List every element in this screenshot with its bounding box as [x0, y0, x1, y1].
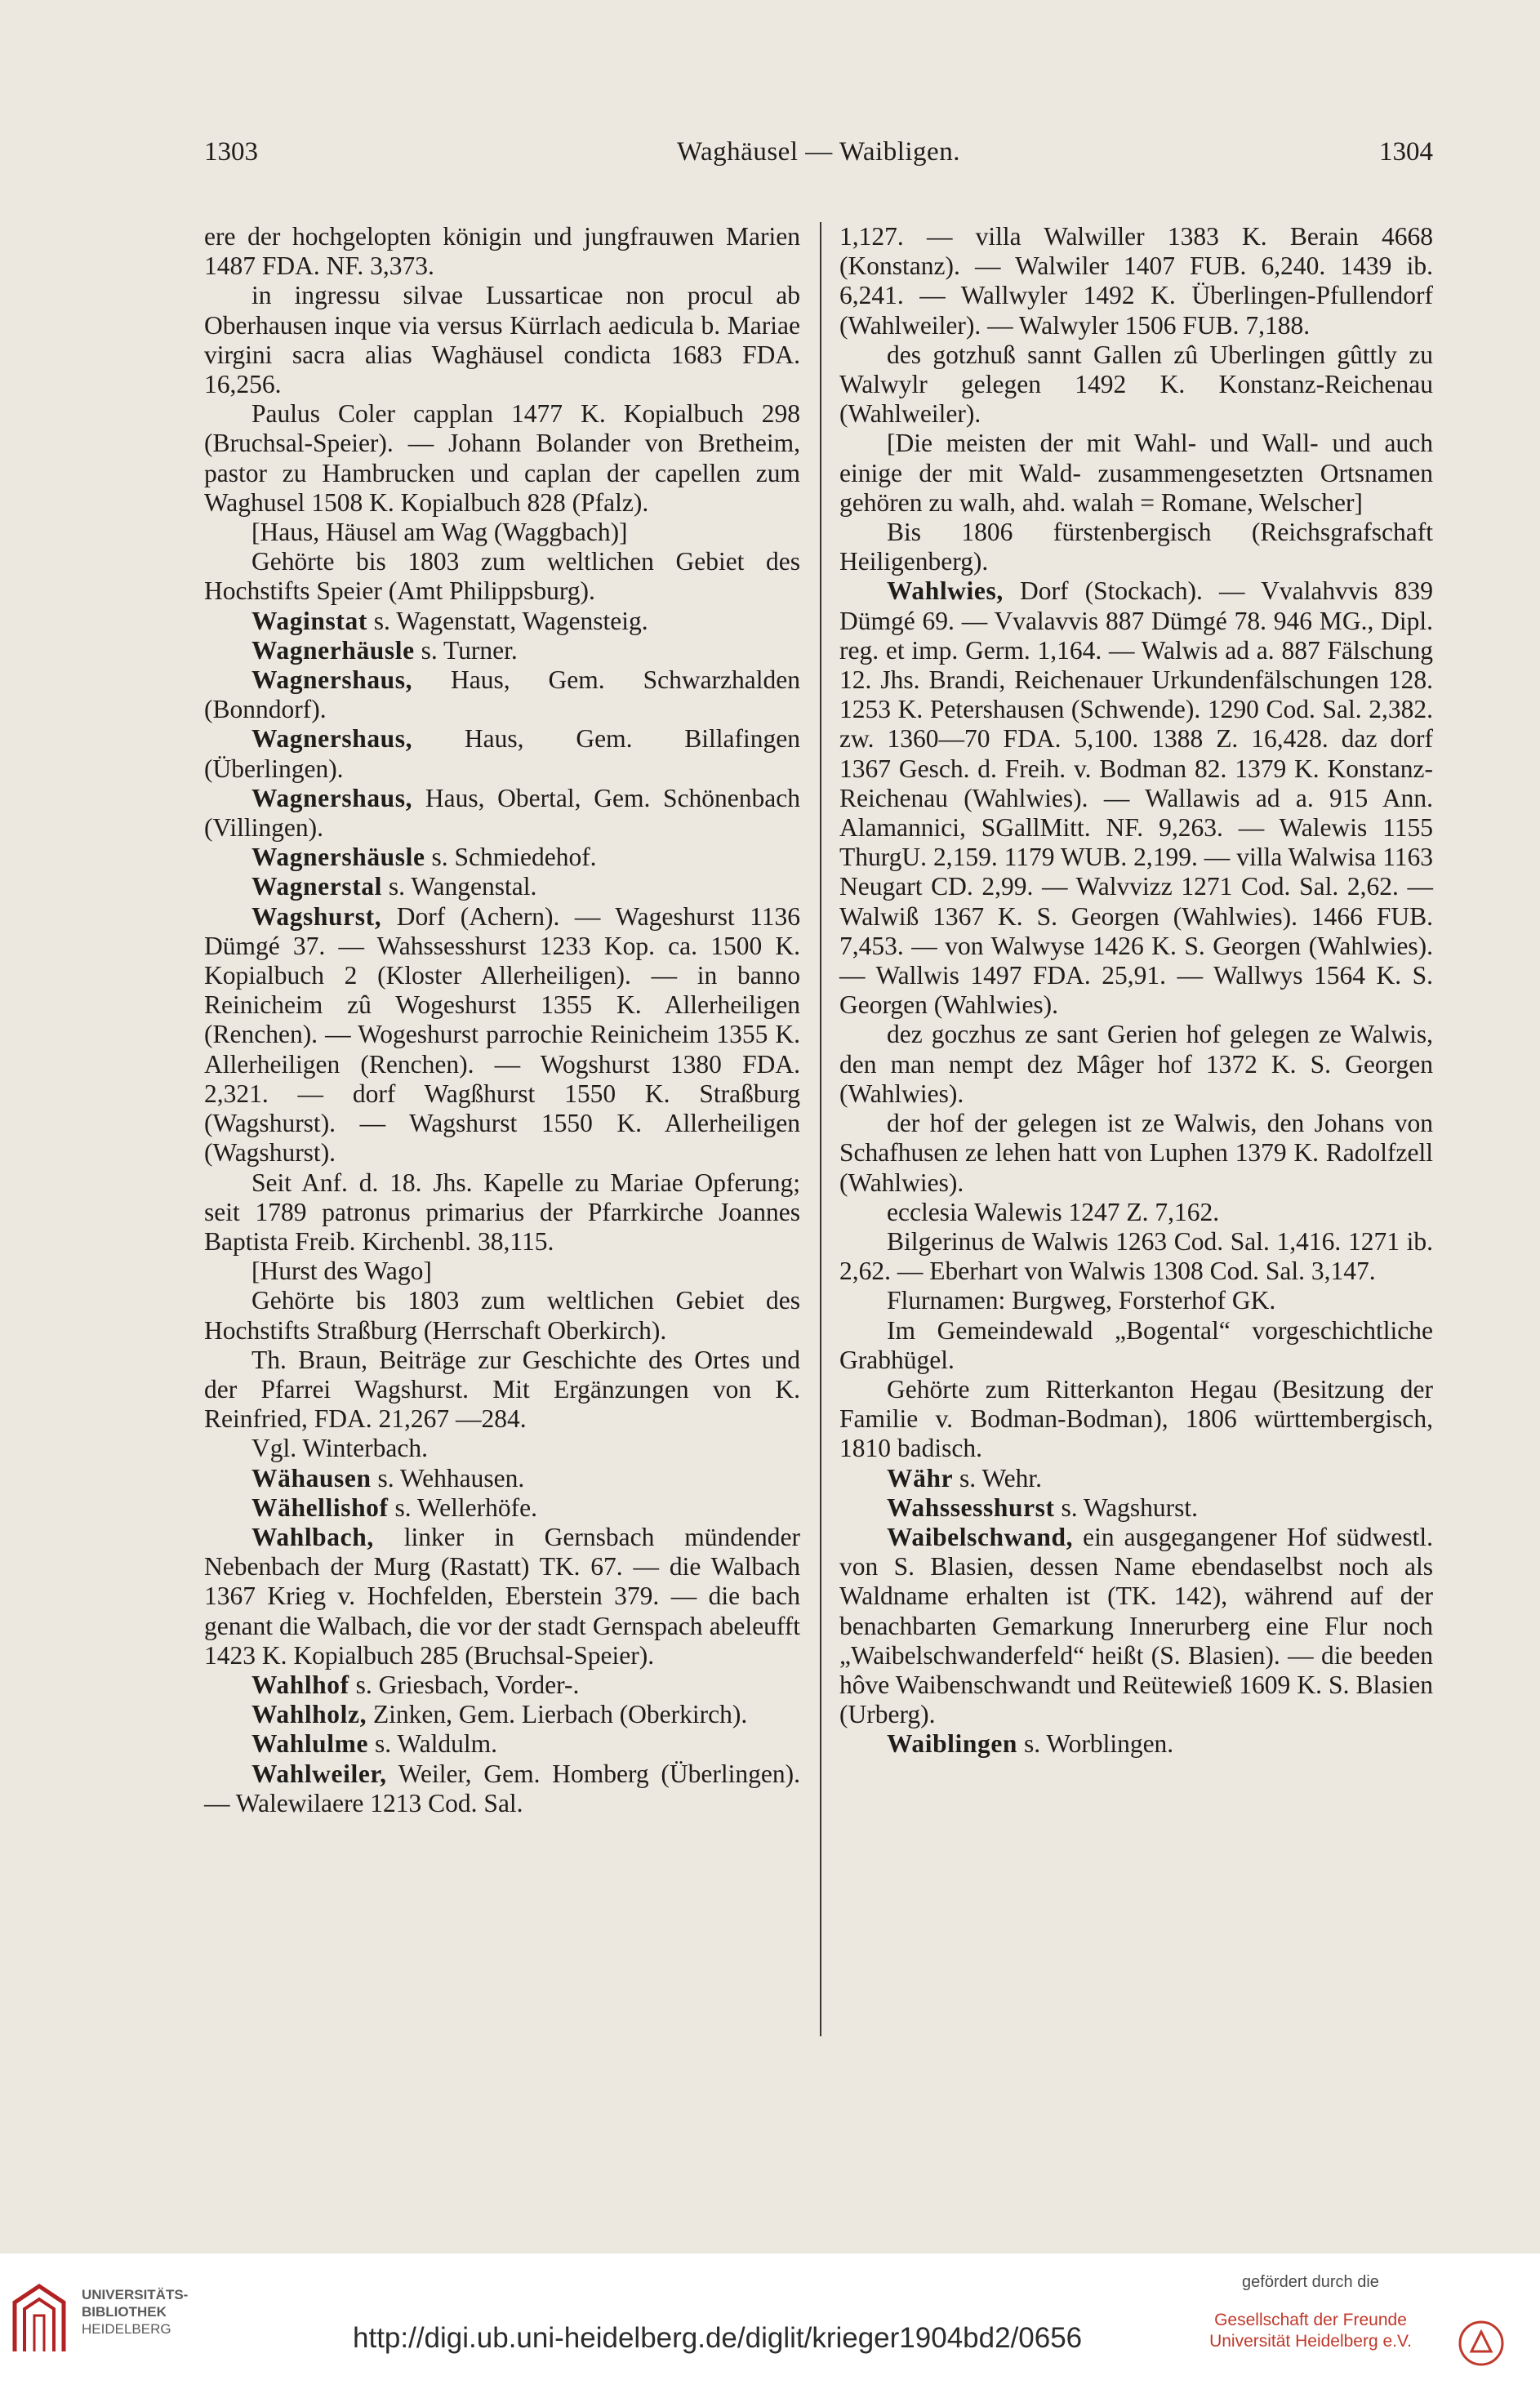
- lemma-entry: [839, 576, 1433, 1020]
- paragraph-text: Gehörte bis 1803 zum weltlichen Gebiet des Hochstifts Speier (Amt Philippsburg).: [204, 547, 800, 606]
- paragraph-text: linker in Gernsbach mündender Nebenbach der Murg (Rastatt) TK. 67. — die Walbach 1367 Krieg v. Hochfelden, Eberstein 379. — die bach genant die Walbach, die vor der stadt Gernspach abeleufft 1423 K. Kopialbuch 285 (Bruchsal-Speier).: [204, 1522, 800, 1670]
- text-paragraph: [839, 1198, 1433, 1227]
- page-number-left: 1303: [204, 137, 258, 167]
- lemma-entry: [204, 1729, 800, 1759]
- paragraph-text: s. Wagshurst.: [1054, 1493, 1199, 1522]
- paragraph-text: s. Wehr.: [953, 1463, 1043, 1493]
- paragraph-text: der hof der gelegen ist ze Walwis, den Johans von Schafhusen ze lehen hatt von Luphen 1379 K. Radolfzell (Wahlwies).: [839, 1109, 1433, 1197]
- lemma-headword: Wahlhof: [251, 1670, 349, 1699]
- lemma-headword: Wagnershäusle: [251, 843, 425, 872]
- text-paragraph: [204, 1434, 800, 1463]
- logo-line-3: HEIDELBERG: [82, 2321, 171, 2337]
- lemma-headword: Wagshurst,: [251, 901, 382, 931]
- paragraph-text: Flurnamen: Burgweg, Forsterhof GK.: [887, 1286, 1276, 1315]
- lemma-headword: Wahlbach,: [251, 1522, 374, 1551]
- text-paragraph: [839, 1375, 1433, 1464]
- paragraph-text: ein ausgegangener Hof südwestl. von S. Blasien, dessen Name ebendaselbst noch als Waldname erhalten ist (TK. 142), während auf der benachbarten Gemarkung Innerurberg eine Flur noch „Waibelschwanderfeld“ heißt (S. Blasien). — die beeden hôve Waibenschwandt und Reütewieß 1609 K. S. Blasien (Urberg).: [839, 1522, 1433, 1729]
- lemma-headword: Wähausen: [251, 1463, 372, 1493]
- lemma-entry: [204, 1493, 800, 1523]
- lemma-headword: Waiblingen: [887, 1729, 1018, 1759]
- text-paragraph: [839, 340, 1433, 429]
- paragraph-text: Gehörte zum Ritterkanton Hegau (Besitzung der Familie v. Bodman-Bodman), 1806 württembergisch, 1810 badisch.: [839, 1374, 1433, 1463]
- paragraph-text: s. Wellerhöfe.: [388, 1493, 537, 1522]
- text-paragraph: [839, 1286, 1433, 1315]
- lemma-entry: [204, 1759, 800, 1818]
- paragraph-text: des gotzhuß sannt Gallen zû Uberlingen gûttly zu Walwylr gelegen 1492 K. Konstanz-Reichenau (Wahlweiler).: [839, 340, 1433, 429]
- lemma-headword: Wahlwies,: [887, 576, 1004, 606]
- lemma-headword: Wahlulme: [251, 1729, 369, 1759]
- text-paragraph: [839, 1020, 1433, 1109]
- text-paragraph: [204, 281, 800, 399]
- text-paragraph: [839, 429, 1433, 518]
- paragraph-text: in ingressu silvae Lussarticae non procul ab Oberhausen inque via versus Kürrlach aedicula b. Mariae virgini sacra alias Waghäusel condicta 1683 FDA. 16,256.: [204, 281, 800, 399]
- paragraph-text: Haus, Gem. Billafingen (Überlingen).: [204, 724, 800, 783]
- paragraph-text: Paulus Coler capplan 1477 K. Kopialbuch 298 (Bruchsal-Speier). — Johann Bolander von Bretheim, pastor zu Hambrucken und caplan der capellen zum Waghusel 1508 K. Kopialbuch 828 (Pfalz).: [204, 399, 800, 517]
- text-paragraph: [839, 222, 1433, 340]
- footer-bar: [0, 2253, 1540, 2389]
- lemma-headword: Währ: [887, 1463, 954, 1493]
- paragraph-text: s. Wangenstal.: [382, 872, 537, 901]
- paragraph-text: s. Waldulm.: [368, 1729, 497, 1759]
- logo-line-1: UNIVERSITÄTS-: [82, 2287, 189, 2302]
- page-number-right: 1304: [1379, 137, 1433, 167]
- paragraph-text: [Haus, Häusel am Wag (Waggbach)]: [251, 518, 628, 547]
- text-paragraph: [204, 547, 800, 606]
- library-logo-text: [82, 2286, 188, 2338]
- lemma-entry: [204, 724, 800, 783]
- text-paragraph: [204, 1346, 800, 1435]
- left-column: [204, 222, 800, 1818]
- text-paragraph: [204, 518, 800, 547]
- lemma-entry: [204, 636, 800, 665]
- paragraph-text: ecclesia Walewis 1247 Z. 7,162.: [887, 1197, 1220, 1226]
- lemma-headword: Wagnershaus,: [251, 783, 413, 812]
- lemma-entry: [204, 872, 800, 901]
- column-divider: [820, 222, 821, 2036]
- lemma-entry: [204, 1671, 800, 1700]
- lemma-headword: Wahlweiler,: [251, 1759, 387, 1788]
- sponsor-block: [1176, 2273, 1445, 2352]
- paragraph-text: s. Wagenstatt, Wagensteig.: [367, 606, 648, 635]
- paragraph-text: dez goczhus ze sant Gerien hof gelegen ze Walwis, den man nempt dez Mâger hof 1372 K. S. Georgen (Wahlwies).: [839, 1020, 1433, 1108]
- lemma-entry: [204, 902, 800, 1168]
- lemma-headword: Wähellishof: [251, 1493, 389, 1522]
- sponsor-label: gefördert durch die: [1242, 2273, 1379, 2291]
- paragraph-text: Weiler, Gem. Homberg (Überlingen). — Walewilaere 1213 Cod. Sal.: [204, 1759, 800, 1817]
- paragraph-text: ere der hochgelopten königin und jungfrauwen Marien 1487 FDA. NF. 3,373.: [204, 222, 800, 281]
- lemma-entry: [204, 607, 800, 636]
- paragraph-text: Zinken, Gem. Lierbach (Oberkirch).: [367, 1700, 748, 1729]
- text-paragraph: [839, 518, 1433, 576]
- paragraph-text: s. Turner.: [414, 635, 518, 665]
- lemma-entry: [204, 665, 800, 724]
- paragraph-text: Bis 1806 fürstenbergisch (Reichsgrafschaft Heiligenberg).: [839, 518, 1433, 576]
- lemma-entry: [839, 1523, 1433, 1729]
- lemma-entry: [204, 1523, 800, 1671]
- running-title: Waghäusel — Waibligen.: [677, 137, 960, 167]
- paragraph-text: Vgl. Winterbach.: [251, 1434, 428, 1463]
- lemma-entry: [839, 1729, 1433, 1759]
- paragraph-text: [Die meisten der mit Wahl- und Wall- und auch einige der mit Wald- zusammengesetzten Ortsnamen gehören zu walh, ahd. walah = Romane, Welscher]: [839, 429, 1433, 517]
- logo-line-2: BIBLIOTHEK: [82, 2304, 167, 2320]
- paragraph-text: Bilgerinus de Walwis 1263 Cod. Sal. 1,416. 1271 ib. 2,62. — Eberhart von Walwis 1308 Cod. Sal. 3,147.: [839, 1226, 1433, 1286]
- lemma-headword: Waibelschwand,: [887, 1522, 1074, 1551]
- running-header: [204, 137, 1433, 178]
- sponsor-name-line-2: Universität Heidelberg e.V.: [1209, 2332, 1412, 2351]
- paragraph-text: Dorf (Stockach). — Vvalahvvis 839 Dümgé 69. — Vvalavvis 887 Dümgé 78. 946 MG., Dipl. reg. et imp. Germ. 1,164. — Walwis ad a. 887 Fälschung 12. Jhs. Brandi, Reichenauer Urkundenfälschungen 128. 1253 K. Petershausen (Schwende). 1290 Cod. Sal. 2,382. zw. 1360—70 FDA. 5,100. 1388 Z. 16,428. daz dorf 1367 Gesch. d. Freih. v. Bodman 82. 1379 K. Konstanz-Reichenau (Wahlwies). — Wallawis ad a. 915 Ann. Alamannici, SGallMitt. NF. 9,263. — Walewis 1155 ThurgU. 2,159. 1179 WUB. 2,199. — villa Walwisa 1163 Neugart CD. 2,99. — Walvvizz 1271 Cod. Sal. 2,62. — Walwiß 1367 K. S. Georgen (Wahlwies). 1466 FUB. 7,453. — von Walwyse 1426 K. S. Georgen (Wahlwies). — Wallwis 1497 FDA. 25,91. — Wallwys 1564 K. S. Georgen (Wahlwies).: [839, 576, 1433, 1020]
- text-paragraph: [204, 1257, 800, 1286]
- text-paragraph: [204, 1168, 800, 1257]
- lemma-entry: [839, 1493, 1433, 1523]
- lemma-entry: [204, 1700, 800, 1729]
- paragraph-text: s. Wehhausen.: [371, 1463, 525, 1493]
- lemma-entry: [204, 784, 800, 843]
- lemma-headword: Waginstat: [251, 606, 367, 635]
- text-paragraph: [204, 222, 800, 281]
- text-paragraph: [839, 1227, 1433, 1286]
- lemma-entry: [204, 1464, 800, 1493]
- library-logo-icon: [7, 2278, 72, 2360]
- right-column: [839, 222, 1433, 1759]
- paragraph-text: Haus, Gem. Schwarzhalden (Bonndorf).: [204, 665, 800, 724]
- paragraph-text: Dorf (Achern). — Wageshurst 1136 Dümgé 37. — Wahssesshurst 1233 Kop. ca. 1500 K. Kopialbuch 2 (Kloster Allerheiligen). — in banno Reinicheim zû Wogeshurst 1355 K. Allerheiligen (Renchen). — Wogeshurst parrochie Reinicheim 1355 K. Allerheiligen (Renchen). — Wogshurst 1380 FDA. 2,321. — dorf Wagßhurst 1550 K. Straßburg (Wagshurst). — Wagshurst 1550 K. Allerheiligen (Wagshurst).: [204, 901, 800, 1168]
- paragraph-text: s. Schmiedehof.: [425, 843, 597, 872]
- paragraph-text: Gehörte bis 1803 zum weltlichen Gebiet des Hochstifts Straßburg (Herrschaft Oberkirch).: [204, 1286, 800, 1345]
- lemma-headword: Wagnershaus,: [251, 665, 413, 695]
- text-paragraph: [204, 399, 800, 518]
- paragraph-text: Im Gemeindewald „Bogental“ vorgeschichtliche Grabhügel.: [839, 1315, 1433, 1374]
- paragraph-text: 1,127. — villa Walwiller 1383 K. Berain 4668 (Konstanz). — Walwiler 1407 FUB. 6,240. 1439 ib. 6,241. — Wallwyler 1492 K. Überlingen-Pfullendorf (Wahlweiler). — Walwyler 1506 FUB. 7,188.: [839, 222, 1433, 340]
- paragraph-text: [Hurst des Wago]: [251, 1257, 432, 1286]
- paragraph-text: s. Griesbach, Vorder-.: [349, 1670, 580, 1699]
- text-paragraph: [839, 1316, 1433, 1375]
- paragraph-text: Haus, Obertal, Gem. Schönenbach (Villingen).: [204, 783, 800, 843]
- lemma-headword: Wagnerstal: [251, 872, 382, 901]
- sponsor-logo-icon: [1457, 2319, 1506, 2368]
- lemma-entry: [204, 843, 800, 872]
- text-paragraph: [839, 1109, 1433, 1198]
- lemma-headword: Wagnerhäusle: [251, 635, 415, 665]
- sponsor-name-line-1: Gesellschaft der Freunde: [1214, 2311, 1407, 2329]
- source-url-link[interactable]: http://digi.ub.uni-heidelberg.de/diglit/krieger1904bd2/0656: [353, 2322, 1083, 2354]
- lemma-entry: [839, 1464, 1433, 1493]
- lemma-headword: Wagnershaus,: [251, 724, 413, 754]
- lemma-headword: Wahssesshurst: [887, 1493, 1055, 1522]
- text-paragraph: [204, 1286, 800, 1345]
- paragraph-text: s. Worblingen.: [1017, 1729, 1174, 1759]
- lemma-headword: Wahlholz,: [251, 1700, 367, 1729]
- paragraph-text: Th. Braun, Beiträge zur Geschichte des Ortes und der Pfarrei Wagshurst. Mit Ergänzungen von K. Reinfried, FDA. 21,267 —284.: [204, 1345, 800, 1434]
- paragraph-text: Seit Anf. d. 18. Jhs. Kapelle zu Mariae Opferung; seit 1789 patronus primarius der Pfarrkirche Joannes Baptista Freib. Kirchenbl. 38,115.: [204, 1168, 800, 1256]
